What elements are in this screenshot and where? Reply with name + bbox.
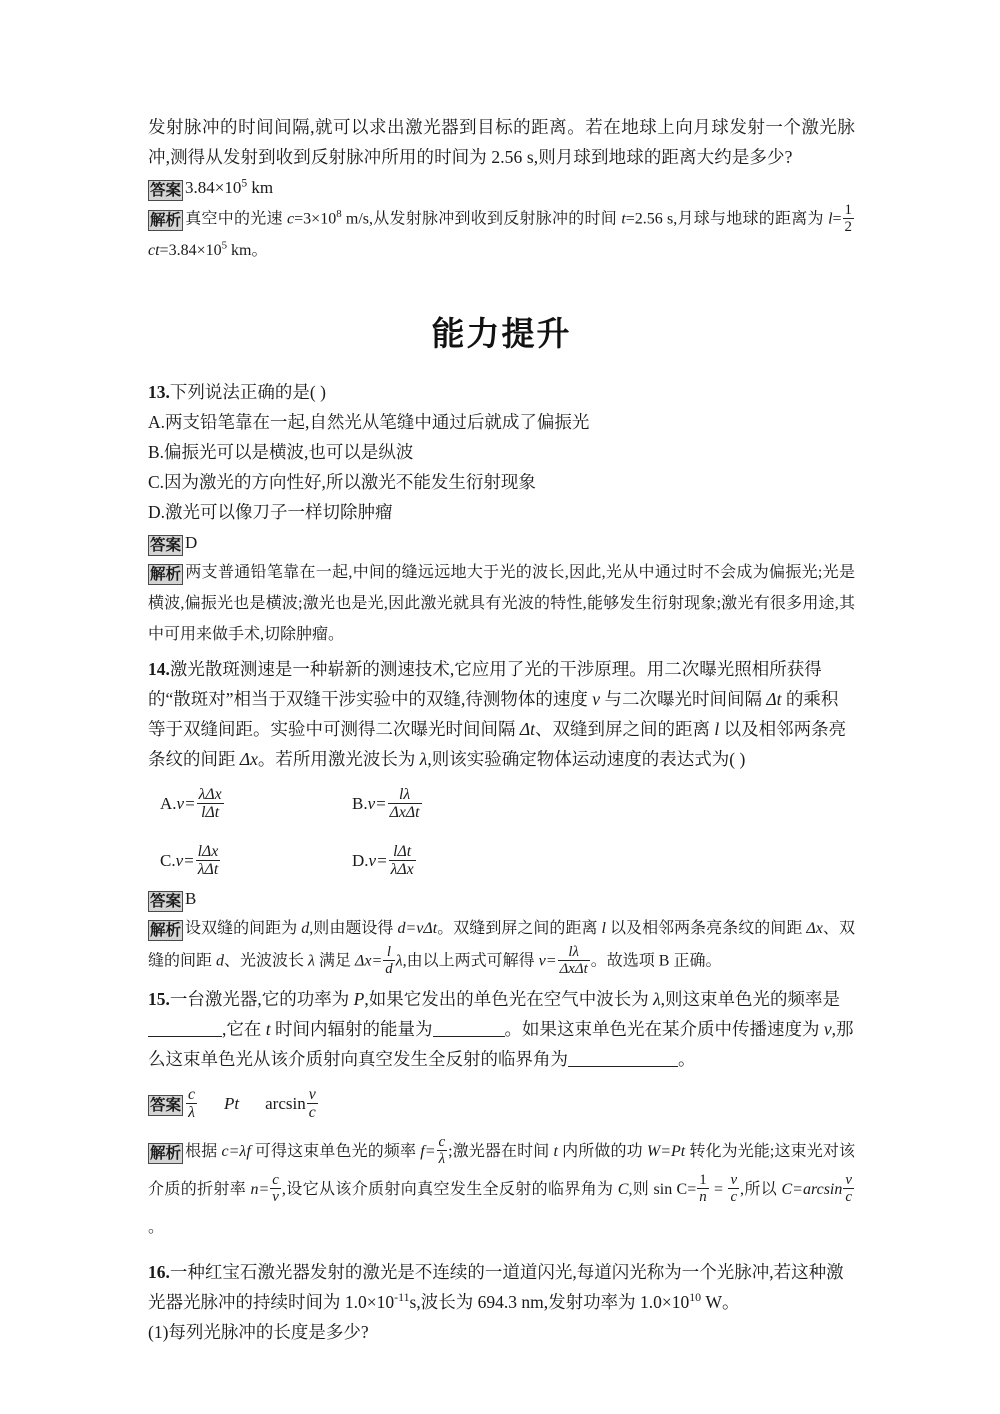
q14-symbol-dt: Δt: [766, 689, 782, 710]
q14-opt-b-fraction: [388, 786, 422, 821]
q14-opt-a-num: λΔx: [198, 786, 222, 804]
q14-an-lam: λ: [308, 952, 315, 970]
q15-text-3: ,则这束单色光的频率是: [660, 988, 841, 1009]
analysis-text-1: 真空中的光速: [185, 210, 288, 228]
q15-an-f1-den: λ: [438, 1151, 446, 1168]
q14-an-1: 设双缝的间距为: [185, 920, 302, 938]
q14-an-4: 以及相邻两条亮条纹的间距: [606, 920, 807, 938]
analysis-chip: 解析: [150, 565, 182, 584]
fraction-numerator: 1: [844, 202, 852, 218]
q15-a1-den: λ: [188, 1103, 195, 1121]
q15-an-m5: n=: [250, 1180, 270, 1198]
q14-opt-c-label: C.: [160, 851, 176, 871]
question-14-number: 14.: [148, 659, 170, 680]
q14-an-fraction-result: [558, 944, 590, 977]
q14-an-dx: Δx: [806, 920, 823, 938]
question-13-option-d[interactable]: D.激光可以像刀子一样切除肿瘤: [148, 502, 393, 523]
q15-an-m7: sin C=: [653, 1180, 697, 1198]
question-14-option-b[interactable]: [352, 786, 855, 821]
symbol-t: t: [621, 210, 626, 228]
q15-an-fraction-1: [437, 1134, 448, 1167]
q15-an-4: 内所做的功: [558, 1142, 647, 1160]
q14-an-f1-num: l: [383, 944, 394, 961]
question-13-number: 13.: [148, 382, 170, 403]
fraction-half: [843, 202, 854, 235]
q14-opt-b-den: ΔxΔt: [389, 804, 420, 822]
analysis-chip: 解析: [150, 211, 182, 230]
question-14-answer-value: B: [185, 889, 197, 909]
question-13-stem: [148, 377, 855, 407]
q15-answer-fraction-1: [186, 1086, 197, 1121]
q14-opt-b-num: lλ: [388, 786, 422, 804]
question-13-analysis: [148, 557, 855, 650]
q14-an-lam2: λ: [395, 952, 403, 970]
analysis-text-3: 月球与地球的距离为: [677, 210, 829, 228]
q15-an-m9: C=arcsin: [781, 1180, 843, 1198]
q14-opt-c-den: λΔt: [197, 861, 219, 879]
continuation-paragraph: 发射脉冲的时间间隔,就可以求出激光器到目标的距离。若在地球上向月球发射一个激光脉冲,测得从发射到收到反射脉冲所用的时间为 2.56 s,则月球到地球的距离大约是多少?: [148, 117, 855, 167]
q14-symbol-v: v: [592, 689, 601, 710]
q15-answer-3-text: arcsin: [265, 1093, 306, 1113]
q15-an-m3: t: [553, 1142, 558, 1160]
symbol-c: c: [287, 210, 295, 228]
q15-answer-fraction-2: [307, 1086, 318, 1121]
q15-blank-1[interactable]: [148, 1036, 222, 1037]
q14-text-5: 以及相邻两条亮条纹的间距: [148, 719, 847, 770]
q15-an-5: 转化为光能;这束光对该介质的折射率: [148, 1142, 855, 1198]
question-14-option-c[interactable]: [160, 843, 352, 878]
question-16-number: 16.: [148, 1261, 170, 1282]
q14-an-2: ,则由题设得: [309, 920, 398, 938]
question-14-options: [160, 786, 855, 878]
answer-chip: 答案: [150, 1096, 182, 1115]
c-unit: m/s,: [341, 210, 374, 228]
q15-an-f1-num: c: [438, 1134, 446, 1151]
question-13-option-c[interactable]: C.因为激光的方向性好,所以激光不能发生衍射现象: [148, 472, 536, 493]
q14-an-9: 。故选项 B 正确。: [590, 952, 722, 970]
answer-value: 3.84×10: [185, 178, 242, 197]
q15-text-2: ,如果它发出的单色光在空气中波长为: [364, 988, 654, 1009]
result-value: =3.84×10: [159, 242, 222, 260]
question-13-text: 下列说法正确的是( ): [169, 382, 326, 403]
q14-an-f2-num: lλ: [558, 944, 590, 961]
q15-an-fraction-3: [697, 1172, 708, 1205]
q14-an-fraction-ld: [383, 944, 394, 977]
q16-exponent-1: -11: [394, 1289, 410, 1304]
q15-an-9: 。: [148, 1218, 165, 1236]
q15-an-fraction-2: [270, 1172, 281, 1205]
q15-blank-3[interactable]: [568, 1066, 678, 1067]
q15-an-8: ,所以: [740, 1180, 782, 1198]
q14-text-3: 的乘积等于双缝间距。实验中可测得二次曝光时间间隔: [148, 689, 839, 740]
q14-an-l: l: [601, 920, 606, 938]
question-14-option-d[interactable]: [352, 843, 855, 878]
symbol-ct: ct: [148, 242, 160, 260]
result-unit: km。: [227, 242, 268, 260]
q15-text-7: ,那么这束单色光从该介质射向真空发生全反射的临界角为: [148, 1018, 854, 1069]
q14-an-7: 满足: [314, 952, 355, 970]
q15-an-2: 可得这束单色光的频率: [250, 1142, 421, 1160]
q15-an-f3-num: 1: [699, 1172, 707, 1189]
q15-an-f4-den: c: [730, 1189, 738, 1206]
question-13-analysis-text: 两支普通铅笔靠在一起,中间的缝远远地大于光的波长,因此,光从中通过时不会成为偏振光;光是横波,偏振光也是横波;激光也是光,因此激光就具有光波的特性,能够发生衍射现象;激光有很多用途,其中可用来做手术,切除肿瘤。: [148, 564, 855, 644]
answer-chip: 答案: [150, 892, 182, 911]
answer-chip: 答案: [150, 536, 182, 555]
symbol-l: l: [828, 210, 833, 228]
question-14-option-a[interactable]: [160, 786, 352, 821]
q14-opt-d-lhs: v=: [368, 851, 388, 871]
q14-an-6: 、光波波长: [224, 952, 309, 970]
question-15-answer-line: [148, 1086, 855, 1121]
q16-text-3: W。: [701, 1291, 740, 1312]
q15-an-7: ,则: [628, 1180, 654, 1198]
q15-an-f3-den: n: [699, 1189, 707, 1206]
c-value: =3×10: [294, 210, 337, 228]
q15-text-4: ,它在: [222, 1018, 266, 1039]
q15-symbol-lambda: λ: [653, 988, 661, 1009]
q14-an-f1-den: d: [385, 961, 393, 978]
answer-exponent: 5: [241, 176, 248, 190]
q16-exponent-2: 10: [689, 1289, 702, 1304]
q14-an-d1: d: [301, 920, 310, 938]
q14-opt-b-lhs: v=: [367, 793, 387, 813]
q15-a2-num: v: [308, 1085, 316, 1103]
q14-an-veq: v=: [538, 952, 557, 970]
question-16-stem: [148, 1257, 855, 1317]
answer-line-top: [148, 173, 855, 202]
q15-an-1: 根据: [185, 1142, 222, 1160]
q14-symbol-l: l: [714, 719, 720, 740]
q15-symbol-v: v: [823, 1018, 832, 1039]
q15-an-fraction-4: [728, 1172, 739, 1205]
analysis-chip: 解析: [150, 1143, 182, 1162]
q15-an-f4-num: v: [730, 1172, 738, 1189]
q14-symbol-dx: Δx: [239, 749, 258, 770]
answer-chip: 答案: [150, 181, 182, 199]
q14-opt-d-fraction: [389, 843, 416, 878]
question-14-stem: [148, 654, 855, 774]
c-exponent: 8: [336, 208, 342, 220]
q15-an-m4: W=Pt: [646, 1142, 686, 1160]
equals-sign: =: [832, 210, 842, 228]
q14-text-6: 。若所用激光波长为: [257, 749, 420, 770]
q14-opt-d-label: D.: [352, 851, 369, 871]
q14-an-5: 、双缝的间距: [148, 920, 855, 970]
q14-opt-c-fraction: [196, 843, 221, 878]
q14-opt-a-lhs: v=: [176, 793, 196, 813]
question-13-answer-value: D: [185, 533, 198, 553]
question-16-sub-1: (1)每列光脉冲的长度是多少?: [148, 1321, 369, 1342]
q15-text-6: 。如果这束单色光在某介质中传播速度为: [504, 1018, 824, 1039]
q15-symbol-t: t: [265, 1018, 271, 1039]
question-14-answer-line: [148, 884, 855, 913]
q15-an-f5-num: v: [845, 1172, 852, 1189]
q14-opt-c-lhs: v=: [175, 851, 195, 871]
q15-an-m6: C: [617, 1180, 629, 1198]
q15-blank-2[interactable]: [433, 1036, 505, 1037]
result-exponent: 5: [221, 239, 228, 252]
t-value: =2.56 s,: [625, 210, 678, 228]
q14-opt-a-den: lΔt: [201, 804, 220, 822]
q14-an-dxeq: Δx=: [354, 952, 383, 970]
q15-an-m8: =: [709, 1180, 728, 1198]
q15-text-5: 时间内辐射的能量为: [270, 1018, 433, 1039]
q14-opt-d-num: lΔt: [389, 843, 416, 861]
question-15-number: 15.: [148, 988, 170, 1009]
q14-an-8: ,由以上两式可解得: [402, 952, 539, 970]
q15-an-f5-den: c: [845, 1189, 852, 1206]
section-heading: 能力提升: [431, 314, 572, 354]
question-15-stem: [148, 984, 855, 1074]
answer-unit: km: [247, 178, 274, 197]
q14-an-d2: d=vΔt: [397, 920, 438, 938]
q14-opt-b-label: B.: [352, 793, 368, 813]
q14-symbol-dt2: Δt: [519, 719, 536, 740]
q14-text-4: 、双缝到屏之间的距离: [535, 719, 715, 740]
analysis-block-top: [148, 202, 855, 266]
q14-an-d3: d: [216, 952, 225, 970]
q14-opt-a-fraction: [197, 786, 224, 821]
q15-an-f2-den: v: [272, 1189, 279, 1206]
q15-an-m2: f=: [420, 1142, 436, 1160]
question-14-analysis: [148, 913, 855, 977]
q14-opt-c-num: lΔx: [197, 843, 219, 861]
fraction-denominator: 2: [844, 219, 852, 236]
q16-text-2: s,波长为 694.3 nm,发射功率为 1.0×10: [409, 1291, 690, 1312]
q14-an-f2-den: ΔxΔt: [559, 961, 588, 978]
q15-an-m1: c=λf: [221, 1142, 251, 1160]
q15-an-fraction-5: [843, 1172, 854, 1205]
question-13-answer-line: [148, 528, 855, 557]
q15-an-6: ,设它从该介质射向真空发生全反射的临界角为: [281, 1180, 618, 1198]
analysis-text-2: 从发射脉冲到收到反射脉冲的时间: [373, 210, 622, 228]
q15-an-3: ;激光器在时间: [448, 1142, 554, 1160]
q15-text-1: 一台激光器,它的功率为: [169, 988, 354, 1009]
q16-text-1: 一种红宝石激光器发射的激光是不连续的一道道闪光,每道闪光称为一个光脉冲,若这种激光器光脉冲的持续时间为 1.0×10: [148, 1261, 844, 1312]
q14-text-1: 激光散斑测速是一种崭新的测速技术,它应用了光的干涉原理。用二次曝光照相所获得的“散斑对”相当于双缝干涉实验中的双缝,待测物体的速度: [148, 659, 822, 710]
q15-a2-den: c: [308, 1103, 316, 1121]
question-13-option-b[interactable]: B.偏振光可以是横波,也可以是纵波: [148, 442, 414, 463]
question-15-analysis: [148, 1133, 855, 1247]
q14-text-2: 与二次曝光时间间隔: [600, 689, 767, 710]
q14-text-7: ,则该实验确定物体运动速度的表达式为( ): [427, 749, 746, 770]
question-13-option-a[interactable]: A.两支铅笔靠在一起,自然光从笔缝中通过后就成了偏振光: [148, 412, 590, 433]
q15-symbol-P: P: [353, 988, 365, 1009]
q14-symbol-lambda: λ: [419, 749, 428, 770]
q15-answer-2: Pt: [224, 1093, 240, 1113]
q14-opt-a-label: A.: [160, 793, 177, 813]
q14-opt-d-den: λΔx: [390, 861, 414, 879]
q15-an-f2-num: c: [272, 1172, 279, 1189]
q14-an-3: 。双缝到屏之间的距离: [437, 920, 602, 938]
q15-a1-num: c: [188, 1085, 196, 1103]
analysis-chip: 解析: [150, 921, 182, 940]
q15-text-8: 。: [678, 1048, 696, 1069]
